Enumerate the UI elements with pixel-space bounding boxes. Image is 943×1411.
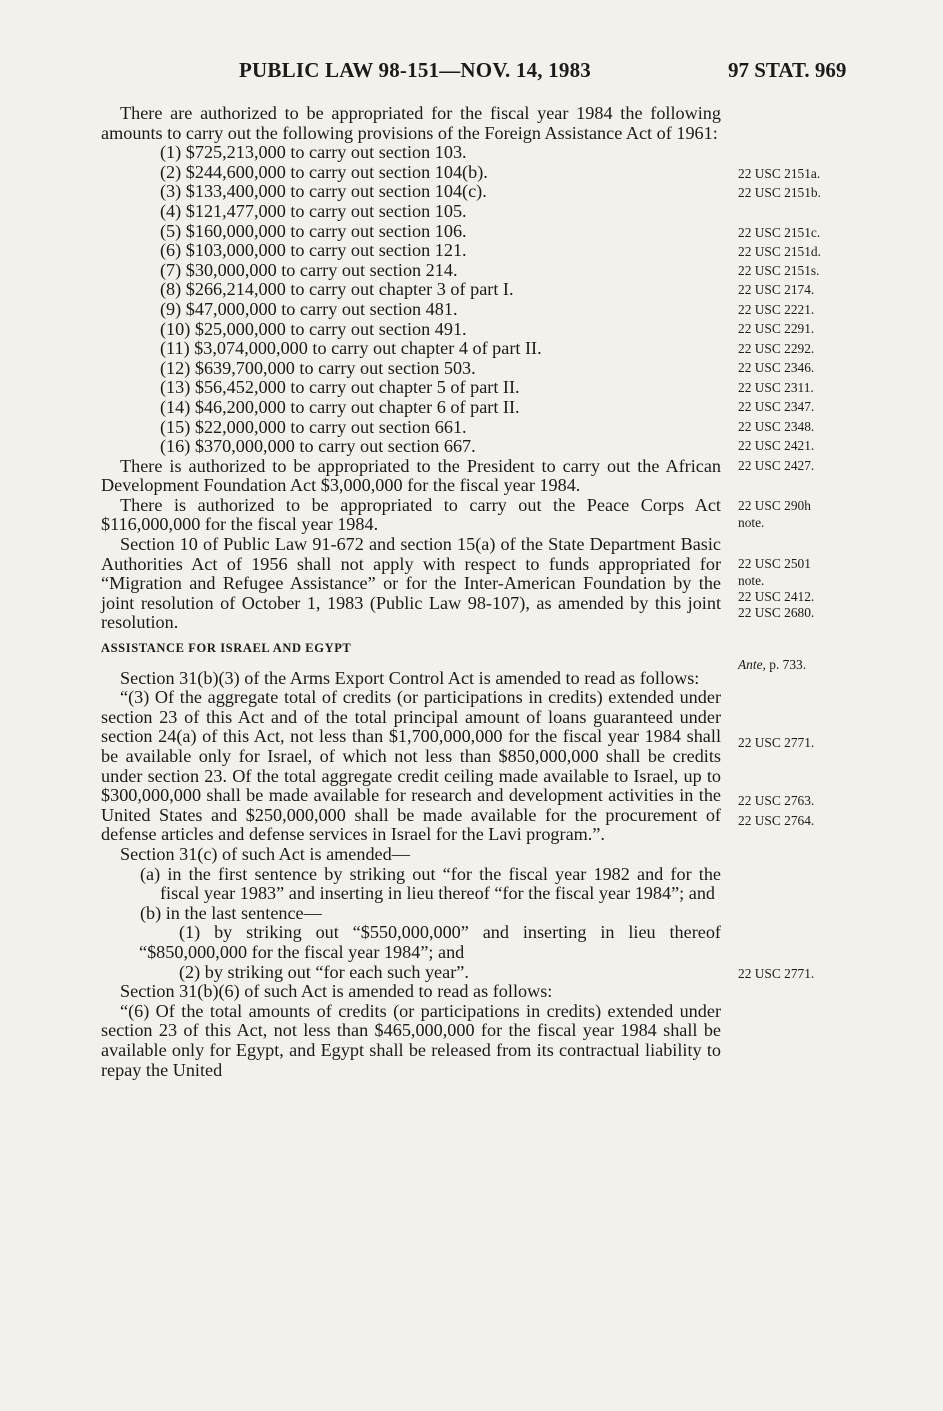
list-item: (11) $3,074,000,000 to carry out chapter 4 of part II. [160, 338, 542, 359]
adf-paragraph: There is authorized to be appropriated to the President to carry out the African Development Foundation Act $3,000,000 for the fiscal year 1984. [101, 455, 721, 496]
quoted-subsection-3: “(3) Of the aggregate total of credits (or participations in credits) extended under section 23 of this Act and of the total principal amount of loans guaranteed under section 24(a) of this Act, not less than $1,700,000,000 for the fiscal year 1984 shall be available only for Israel, of which not less than $850,000,000 shall be credits under section 23. Of the total aggregate credit ceiling made available to Israel, up to $300,000,000 shall be made available for research and development activities in the United States and $250,000,000 shall be made available for the procurement of defense articles and defense services in Israel for the Lavi program.”. [101, 687, 721, 845]
margin-note: 22 USC 2291. [738, 321, 815, 336]
intro-paragraph: There are authorized to be appropriated for the fiscal year 1984 the following amounts to carry out the following provisions of the Foreign Assistance Act of 1961: [101, 103, 721, 143]
list-item: (16) $370,000,000 to carry out section 667. [160, 436, 476, 457]
section-10-paragraph: Section 10 of Public Law 91-672 and section 15(a) of the State Department Basic Authorities Act of 1956 shall not apply with respect to funds appropriated for “Migration and Refugee Assistance” or for the Inter-American Foundation by the joint resolution of October 1, 1983 (Public Law 98-107), as amended by this joint resolution. [101, 534, 721, 633]
margin-note: 22 USC 2151s. [738, 263, 820, 278]
list-item: (12) $639,700,000 to carry out section 503. [160, 357, 476, 378]
margin-note: 22 USC 2151b. [738, 185, 821, 200]
body-text [101, 104, 721, 1080]
list-item: (14) $46,200,000 to carry out chapter 6 of part II. [160, 396, 520, 417]
list-item: (3) $133,400,000 to carry out section 104(c). [160, 181, 487, 202]
list-item: (13) $56,452,000 to carry out chapter 5 of part II. [160, 377, 520, 398]
margin-note: 22 USC 2292. [738, 341, 815, 356]
list-item: (15) $22,000,000 to carry out section 661. [160, 416, 467, 437]
margin-note: 22 USC 2763. [738, 793, 815, 808]
margin-note: 22 USC 2771. [738, 735, 815, 750]
margin-note: 22 USC 2151c. [738, 225, 821, 240]
section-31c-paragraph: Section 31(c) of such Act is amended— [120, 843, 410, 864]
margin-note: 22 USC 2421. [738, 438, 815, 453]
quoted-subsection-6: “(6) Of the total amounts of credits (or participations in credits) extended under section 23 of this Act, not less than $465,000,000 for the fiscal year 1984 shall be available only for Egypt, and Egypt shall be released from its contractual liability to repay the United [101, 1000, 721, 1080]
page-header-title: PUBLIC LAW 98-151—NOV. 14, 1983 [239, 58, 591, 82]
list-item: (2) $244,600,000 to carry out section 104(b). [160, 161, 488, 182]
list-item: (5) $160,000,000 to carry out section 106. [160, 220, 467, 241]
margin-note: 22 USC 290h [738, 498, 811, 513]
margin-note: 22 USC 2412. [738, 589, 815, 604]
margin-note: 22 USC 2346. [738, 360, 815, 375]
list-item: (6) $103,000,000 to carry out section 121. [160, 240, 467, 261]
margin-note: note. [738, 515, 765, 530]
margin-note: 22 USC 2151a. [738, 166, 821, 181]
section-31b3-paragraph: Section 31(b)(3) of the Arms Export Control Act is amended to read as follows: [120, 667, 700, 688]
margin-note: 22 USC 2311. [738, 380, 814, 395]
amendment-a: (a) in the first sentence by striking out “for the fiscal year 1982 and for the fiscal year 1983” and inserting in lieu thereof “for the fiscal year 1984”; and [140, 863, 721, 904]
amendment-b1: (1) by striking out “$550,000,000” and inserting in lieu thereof “$850,000,000 for the fiscal year 1984”; and [139, 922, 721, 962]
list-item: (4) $121,477,000 to carry out section 105. [160, 200, 467, 221]
margin-note: 22 USC 2427. [738, 458, 815, 473]
ante-page: p. 733. [769, 657, 807, 672]
margin-note: 22 USC 2347. [738, 399, 815, 414]
margin-note: 22 USC 2174. [738, 282, 815, 297]
margin-note: 22 USC 2151d. [738, 244, 821, 259]
peace-corps-paragraph: There is authorized to be appropriated to carry out the Peace Corps Act $116,000,000 for the fiscal year 1984. [101, 494, 721, 535]
amendment-b2: (2) by striking out “for each such year”. [179, 961, 469, 982]
list-item: (9) $47,000,000 to carry out section 481. [160, 298, 458, 319]
list-item: (7) $30,000,000 to carry out section 214. [160, 259, 458, 280]
margin-note: 22 USC 2501 [738, 556, 811, 571]
statute-page-number: 97 STAT. 969 [728, 58, 847, 82]
margin-note: 22 USC 2348. [738, 419, 815, 434]
margin-note: 22 USC 2680. [738, 605, 815, 620]
list-item: (1) $725,213,000 to carry out section 103. [160, 142, 467, 163]
margin-note: 22 USC 2221. [738, 302, 815, 317]
amendment-b: (b) in the last sentence— [140, 902, 322, 923]
section-31b6-paragraph: Section 31(b)(6) of such Act is amended to read as follows: [120, 981, 553, 1002]
margin-note-ante [738, 656, 806, 673]
margin-note: 22 USC 2764. [738, 813, 815, 828]
list-item: (8) $266,214,000 to carry out chapter 3 of part I. [160, 279, 514, 300]
list-item: (10) $25,000,000 to carry out section 491. [160, 318, 467, 339]
ante-label: Ante, [738, 657, 766, 672]
margin-note: note. [738, 573, 765, 588]
margin-note: 22 USC 2771. [738, 966, 815, 981]
section-heading: ASSISTANCE FOR ISRAEL AND EGYPT [101, 641, 352, 656]
